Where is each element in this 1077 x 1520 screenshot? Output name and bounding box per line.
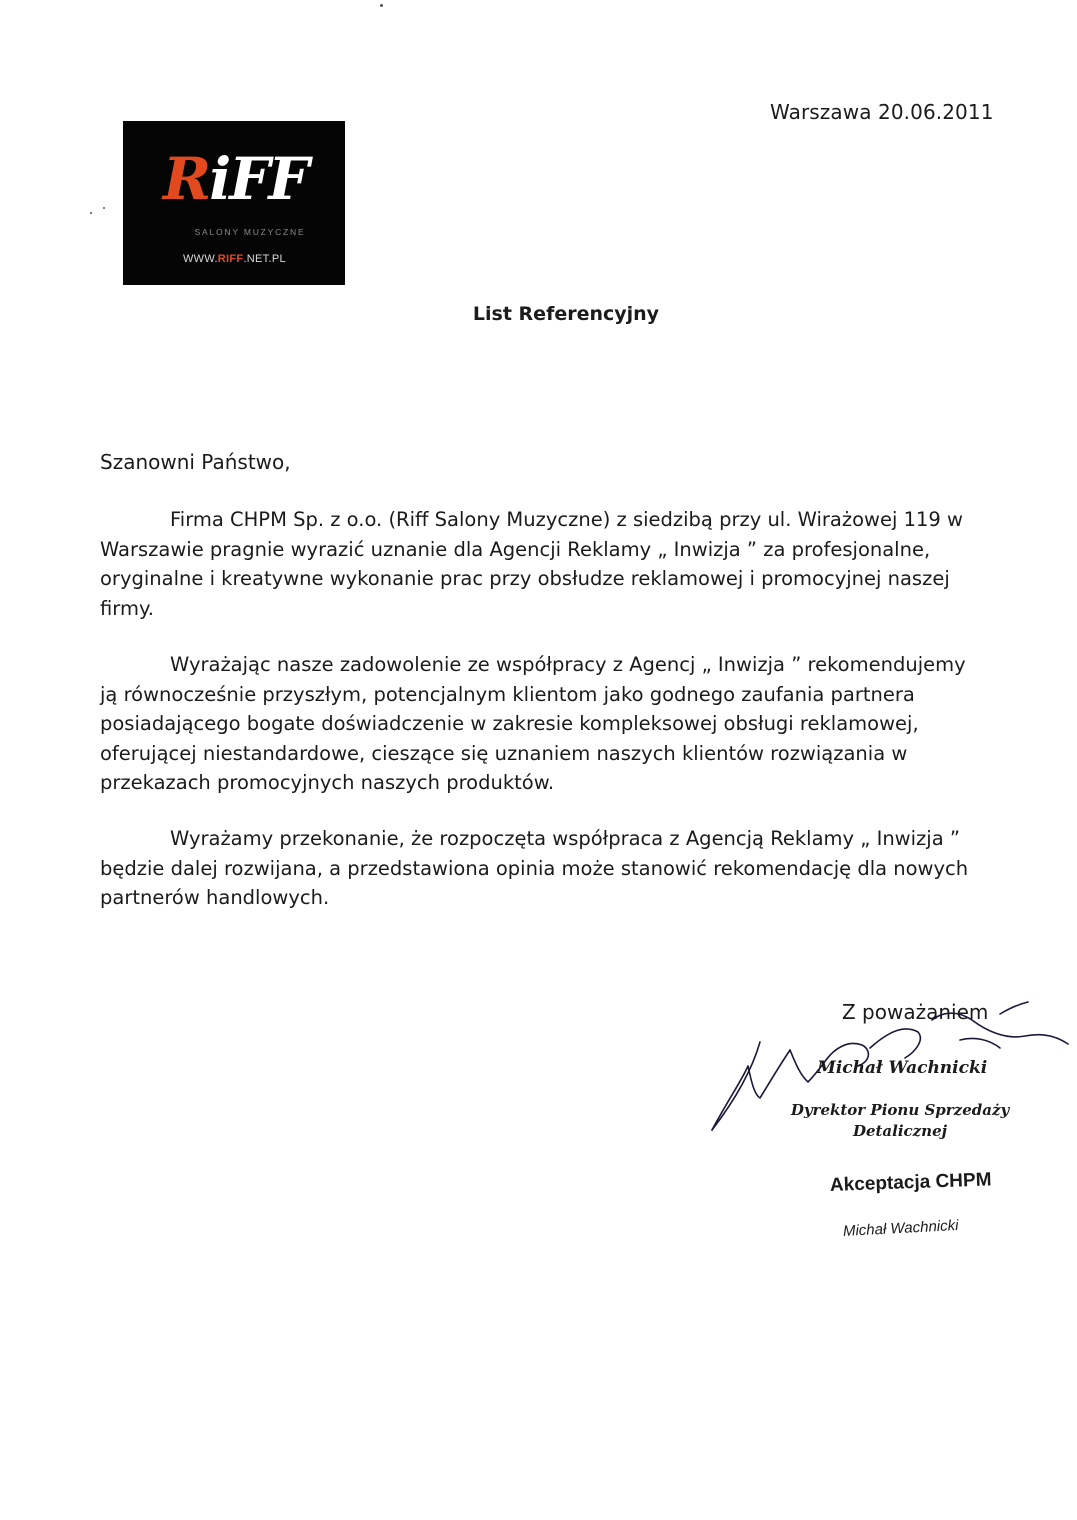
scan-speck [103, 207, 105, 209]
logo-wordmark [163, 145, 308, 213]
signer-title: Dyrektor Pionu Sprzedaży Detalicznej [790, 1101, 1010, 1140]
closing-text: Z poważaniem [842, 1000, 989, 1024]
scan-speck [380, 4, 383, 7]
body-paragraph-3: Wyrażamy przekonanie, że rozpoczęta współpraca z Agencją Reklamy „ Inwizja ” będzie dalej rozwijana, a przedstawiona opinia może stanowić rekomendację dla nowych partnerów handlowych. [100, 827, 969, 909]
scan-speck [90, 212, 92, 214]
logo-url-suffix: .NET.PL [243, 253, 286, 265]
riff-logo [123, 121, 345, 285]
logo-tagline: SALONY MUZYCZNE [194, 227, 306, 237]
logo-url-brand: RIFF [217, 253, 244, 265]
letter-title: List Referencyjny [472, 303, 660, 325]
acceptance-label: Akceptacja CHPM [829, 1169, 992, 1196]
logo-wordmark-r: R [163, 145, 210, 213]
salutation: Szanowni Państwo, [100, 450, 291, 474]
acceptance-name: Michał Wachnicki [842, 1216, 959, 1240]
logo-url-prefix: WWW. [183, 253, 218, 265]
signer-name: Michał Wachnicki [817, 1058, 988, 1078]
letter-date: Warszawa 20.06.2011 [770, 100, 994, 124]
body-paragraph-1: Firma CHPM Sp. z o.o. (Riff Salony Muzyczne) z siedzibą przy ul. Wirażowej 119 w Warszawie pragnie wyrazić uznanie dla Agencji Reklamy „ Inwizja ” za profesjonalne, oryginalne i kreatywne wykonanie prac przy obsłudze reklamowej i promocyjnej naszej firmy. [100, 508, 963, 620]
body-paragraph-2: Wyrażając nasze zadowolenie ze współpracy z Agencj „ Inwizja ” rekomendujemy ją równocześnie przyszłym, potencjalnym klientom jako godnego zaufania partnera posiadającego bogate doświadczenie w zakresie kompleksowej obsługi reklamowej, oferującej niestandardowe, cieszące się uznaniem naszych klientów rozwiązania w przekazach promocyjnych naszych produktów. [100, 653, 966, 794]
logo-wordmark-iff: iFF [209, 145, 308, 213]
logo-url [183, 253, 286, 265]
